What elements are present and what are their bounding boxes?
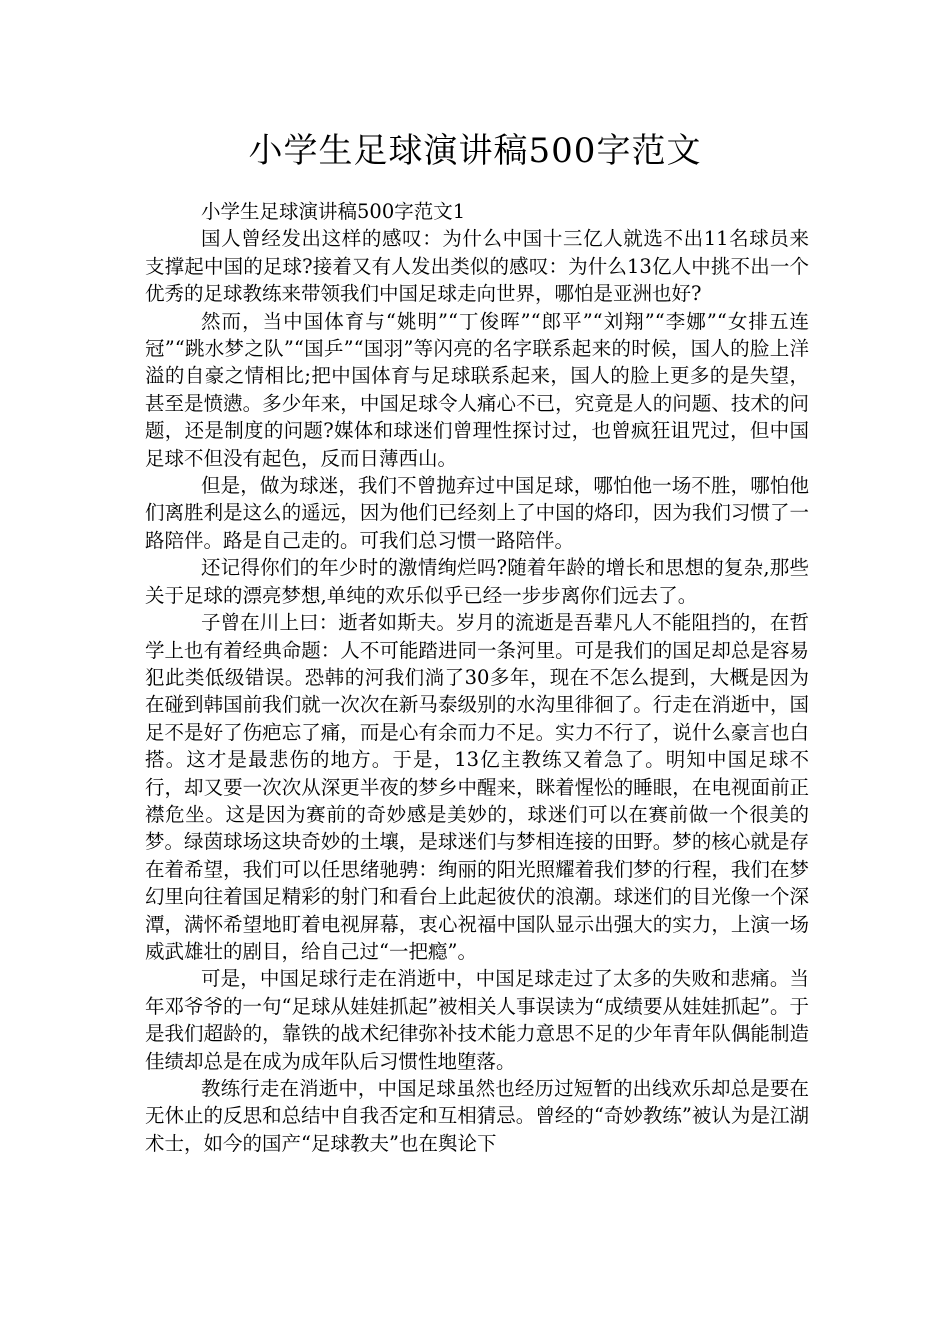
paragraph: 国人曾经发出这样的感叹：为什么中国十三亿人就选不出11名球员来支撑起中国的足球?接着又有人发出类似的感叹：为什么13亿人中挑不出一个优秀的足球教练来带领我们中国足球走向世界，哪怕是亚洲也好? — [145, 227, 809, 306]
document-body — [145, 198, 809, 1157]
paragraph: 子曾在川上曰：逝者如斯夫。岁月的流逝是吾辈凡人不能阻挡的，在哲学上也有着经典命题：人不可能踏进同一条河里。可是我们的国足却总是容易犯此类低级错误。恐韩的河我们淌了30多年，现在不怎么提到，大概是因为在碰到韩国前我们就一次次在新马泰级别的水沟里徘徊了。行走在消逝中，国足不是好了伤疤忘了痛，而是心有余而力不足。实力不行了，说什么豪言也白搭。这才是最悲伤的地方。于是，13亿主教练又着急了。明知中国足球不行，却又要一次次从深更半夜的梦乡中醒来，眯着惺忪的睡眼，在电视面前正襟危坐。这是因为赛前的奇妙感是美妙的，球迷们可以在赛前做一个很美的梦。绿茵球场这块奇妙的土壤，是球迷们与梦相连接的田野。梦的核心就是存在着希望，我们可以任思绪驰骋：绚丽的阳光照耀着我们梦的行程，我们在梦幻里向往着国足精彩的射门和看台上此起彼伏的浪潮。球迷们的目光像一个深潭，满怀希望地盯着电视屏幕，衷心祝福中国队显示出强大的实力，上演一场威武雄壮的剧目，给自己过“一把瘾”。 — [145, 611, 809, 963]
paragraph: 然而，当中国体育与“姚明”“丁俊晖”“郎平”“刘翔”“李娜”“女排五连冠”“跳水梦之队”“国乒”“国羽”等闪亮的名字联系起来的时候，国人的脸上洋溢的自豪之情相比;把中国体育与足球联系起来，国人的脸上更多的是失望，甚至是愤懑。多少年来，中国足球令人痛心不已，究竟是人的问题、技术的问题，还是制度的问题?媒体和球迷们曾理性探讨过，也曾疯狂诅咒过，但中国足球不但没有起色，反而日薄西山。 — [145, 309, 809, 470]
paragraph: 教练行走在消逝中，中国足球虽然也经历过短暂的出线欢乐却总是要在无休止的反思和总结中自我否定和互相猜忌。曾经的“奇妙教练”被认为是江湖术士，如今的国产“足球教夫”也在舆论下 — [145, 1077, 809, 1155]
paragraph: 但是，做为球迷，我们不曾抛弃过中国足球，哪怕他一场不胜，哪怕他们离胜利是这么的遥远，因为他们已经刻上了中国的烙印，因为我们习惯了一路陪伴。路是自己走的。可我们总习惯一路陪伴。 — [145, 474, 809, 552]
paragraph: 还记得你们的年少时的激情绚烂吗?随着年龄的增长和思想的复杂,那些关于足球的漂亮梦想,单纯的欢乐似乎已经一步步离你们远去了。 — [145, 556, 809, 607]
paragraph: 可是，中国足球行走在消逝中，中国足球走过了太多的失败和悲痛。当年邓爷爷的一句“足球从娃娃抓起”被相关人事误读为“成绩要从娃娃抓起”。于是我们超龄的，靠铁的战术纪律弥补技术能力意思不足的少年青年队偶能制造佳绩却总是在成为成年队后习惯性地堕落。 — [145, 967, 809, 1073]
document-title: 小学生足球演讲稿500字范文 — [248, 131, 702, 171]
section-heading: 小学生足球演讲稿500字范文1 — [201, 200, 466, 223]
